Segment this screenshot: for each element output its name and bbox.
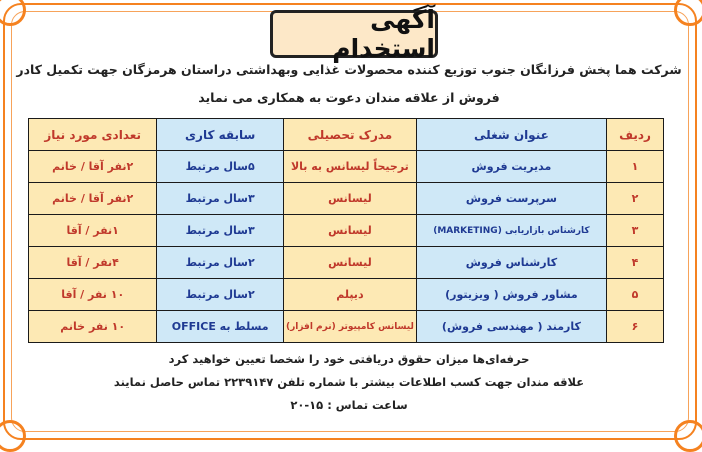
table-row	[29, 151, 664, 183]
cell-job: کارشناس بازاریابی (MARKETING)	[416, 215, 606, 247]
cell-degree: لیسانس	[283, 183, 416, 215]
header-experience: سابقه کاری	[157, 119, 284, 151]
table-row	[29, 279, 664, 311]
table-row	[29, 183, 664, 215]
table-header-row	[29, 119, 664, 151]
cell-degree: لیسانس کامپیوتر (نرم افزار)	[283, 311, 416, 343]
cell-degree: ترجیحاً لیسانس به بالا	[283, 151, 416, 183]
cell-job: کارشناس فروش	[416, 247, 606, 279]
header-job: عنوان شغلی	[416, 119, 606, 151]
cell-count: ۲نفر آقا / خانم	[29, 183, 157, 215]
cell-job: کارمند ( مهندسی فروش)	[416, 311, 606, 343]
cell-job: مدیریت فروش	[416, 151, 606, 183]
intro-line-1: شرکت هما پخش فرزانگان جنوب توزیع کننده محصولات غذایی وبهداشتی دراستان هرمزگان جهت تکمیل کادر	[16, 62, 682, 77]
cell-index: ۲	[607, 183, 664, 215]
cell-count: ۱۰ نفر خانم	[29, 311, 157, 343]
cell-count: ۲نفر آقا / خانم	[29, 151, 157, 183]
cell-experience: مسلط به OFFICE	[157, 311, 284, 343]
cell-count: ۱نفر / آقا	[29, 215, 157, 247]
cell-experience: ۵سال مرتبط	[157, 151, 284, 183]
table-row	[29, 311, 664, 343]
cell-experience: ۲سال مرتبط	[157, 279, 284, 311]
cell-experience: ۳سال مرتبط	[157, 183, 284, 215]
cell-index: ۶	[607, 311, 664, 343]
job-table	[28, 118, 664, 343]
corner-ornament-bottom-right	[674, 420, 702, 452]
cell-job: مشاور فروش ( ویزیتور)	[416, 279, 606, 311]
table-row	[29, 247, 664, 279]
cell-job: سرپرست فروش	[416, 183, 606, 215]
cell-index: ۳	[607, 215, 664, 247]
cell-experience: ۳سال مرتبط	[157, 215, 284, 247]
cell-index: ۱	[607, 151, 664, 183]
cell-count: ۴نفر / آقا	[29, 247, 157, 279]
corner-ornament-bottom-left	[0, 420, 26, 452]
cell-index: ۴	[607, 247, 664, 279]
header-count: تعدادی مورد نیاز	[29, 119, 157, 151]
footer-line-2: علاقه مندان جهت کسب اطلاعات بیشتر با شماره تلفن ۲۲۳۹۱۴۷ تماس حاصل نمایند	[113, 375, 585, 389]
cell-count: ۱۰ نفر / آقا	[29, 279, 157, 311]
ad-title: آگهی استخدام	[332, 5, 435, 63]
cell-degree: لیسانس	[283, 215, 416, 247]
cell-experience: ۲سال مرتبط	[157, 247, 284, 279]
table-row	[29, 215, 664, 247]
cell-index: ۵	[607, 279, 664, 311]
intro-line-2: فروش از علاقه مندان دعوت به همکاری می نماید	[198, 90, 500, 105]
cell-degree: لیسانس	[283, 247, 416, 279]
footer-line-1: حرفه‌ای‌ها میزان حقوق دریافتی خود را شخصا تعیین خواهید کرد	[168, 352, 530, 366]
title-banner	[270, 5, 438, 63]
footer-line-3: ساعت تماس : ۱۵-۲۰	[290, 398, 408, 412]
header-degree: مدرک تحصیلی	[283, 119, 416, 151]
cell-degree: دیپلم	[283, 279, 416, 311]
header-index: ردیف	[607, 119, 664, 151]
